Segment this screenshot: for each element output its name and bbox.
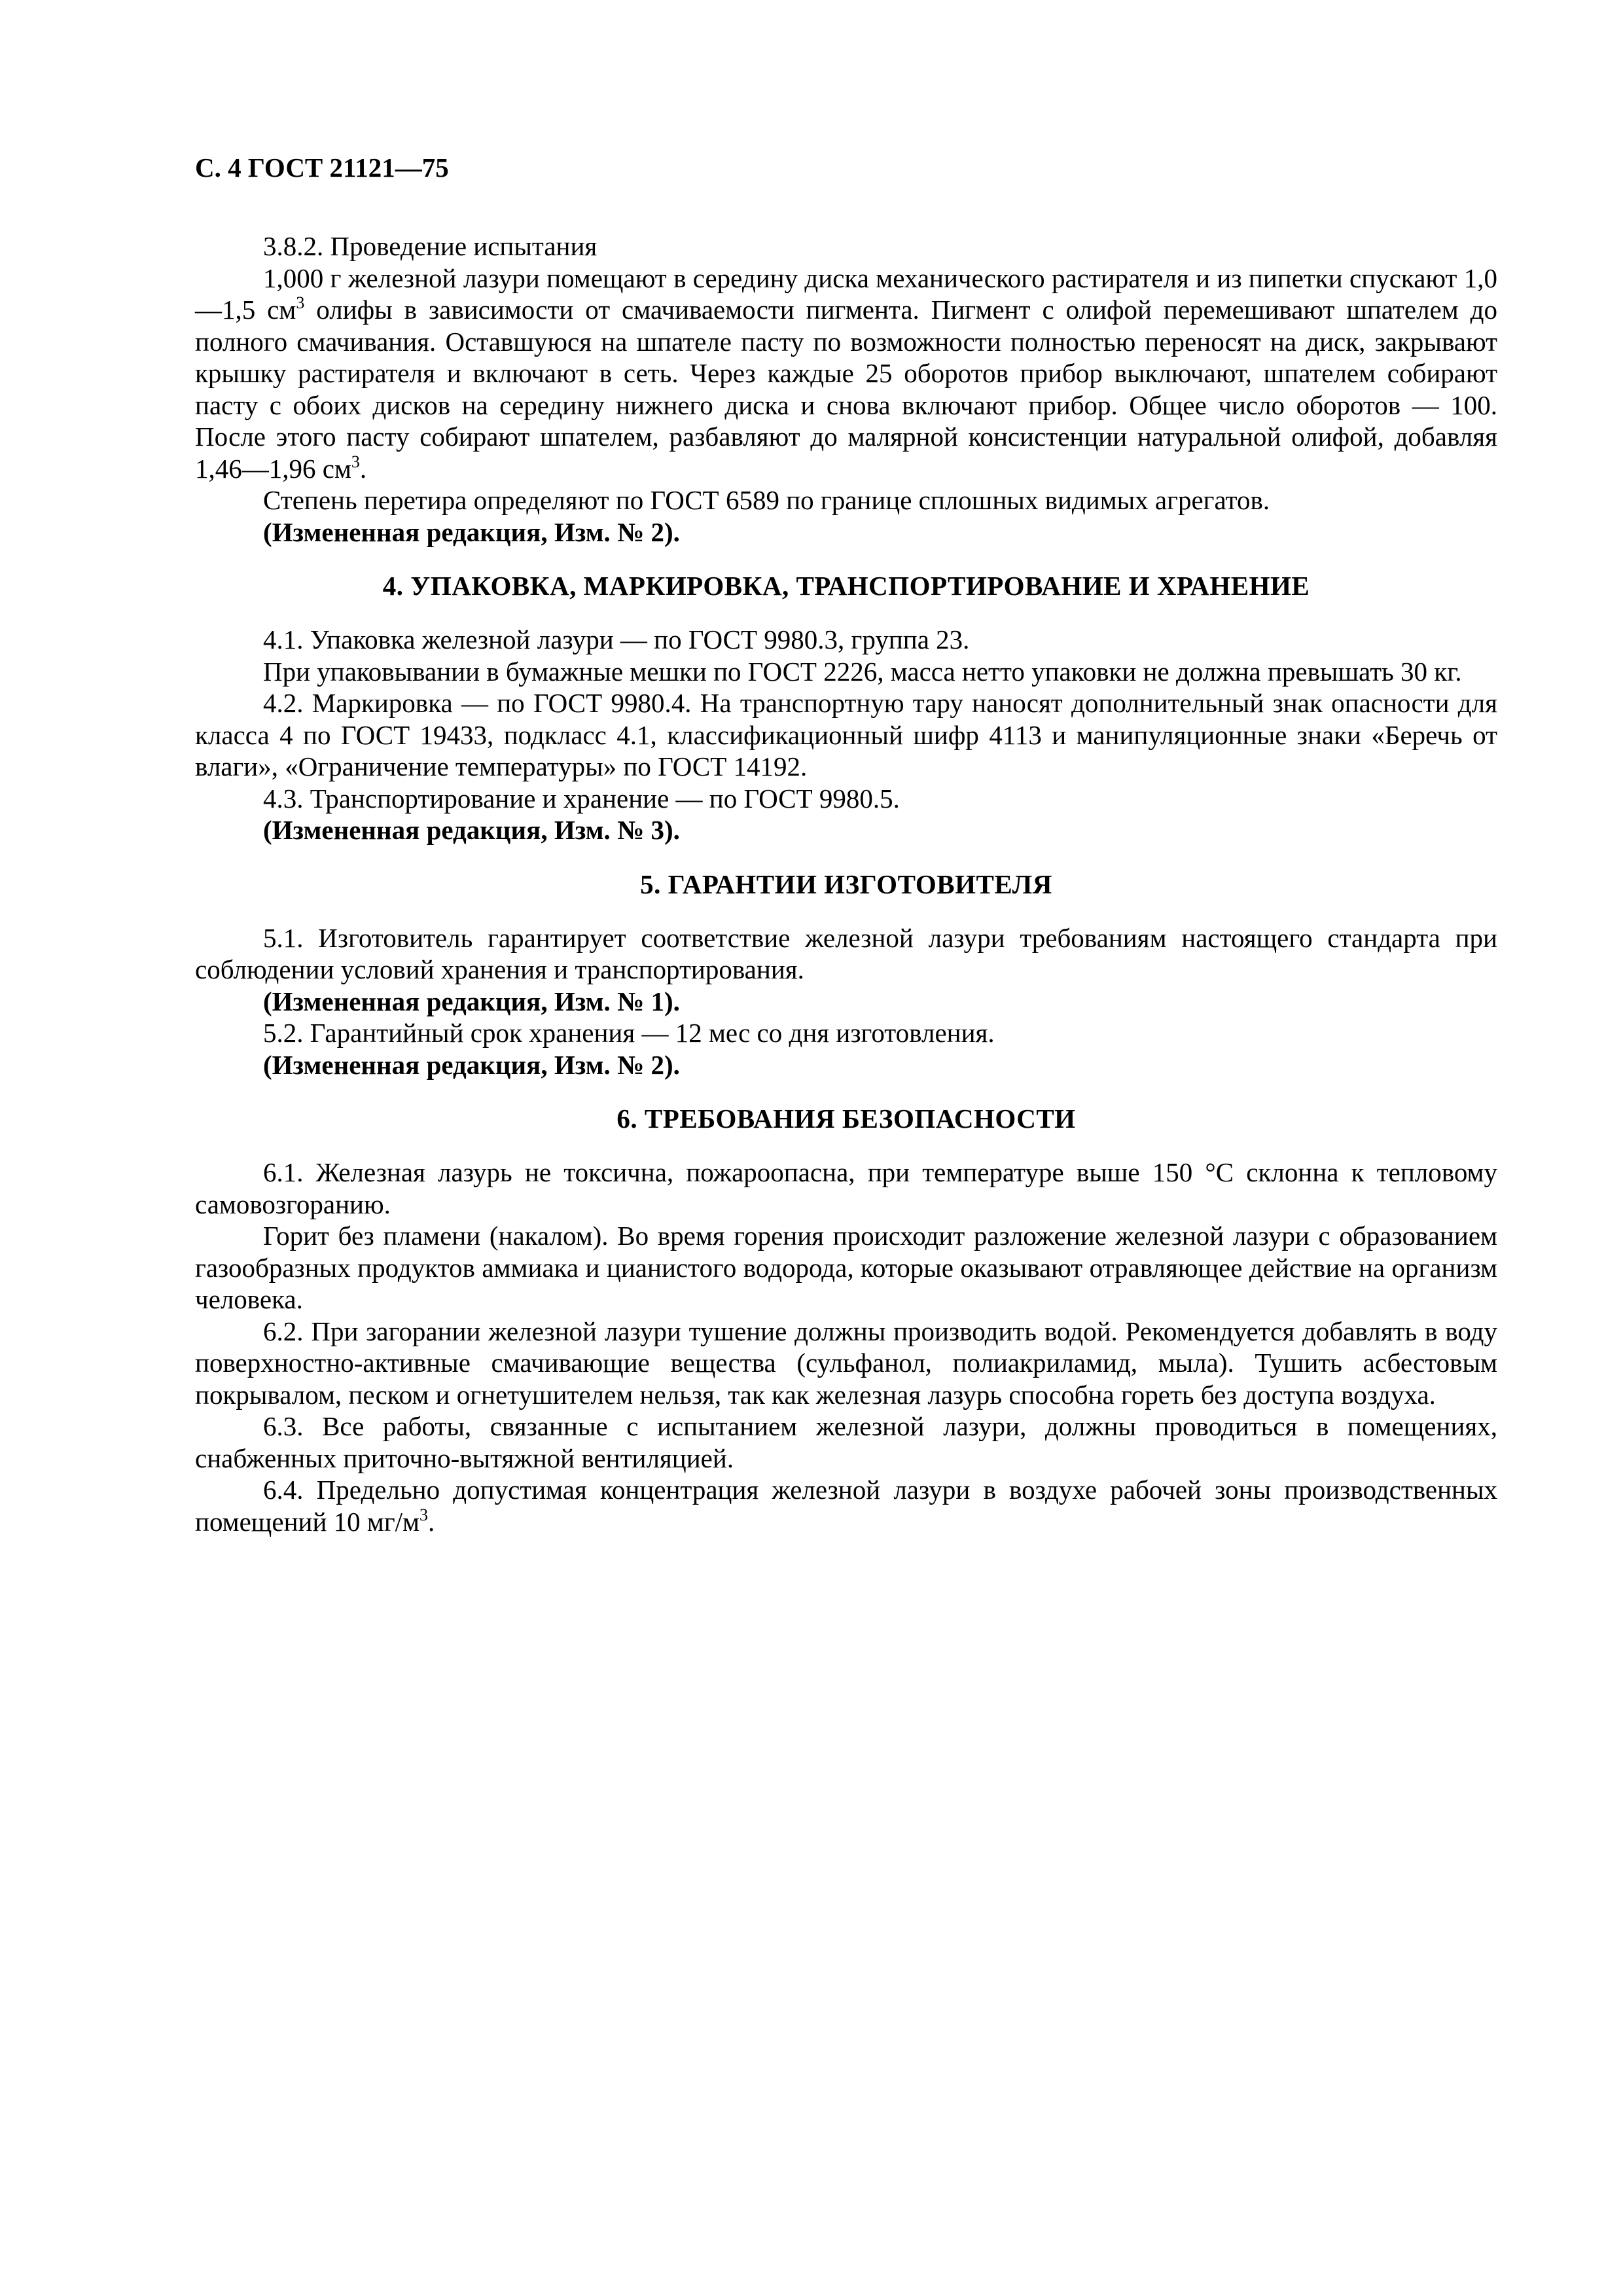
amendment-note: (Измененная редакция, Изм. № 1). bbox=[263, 986, 680, 1016]
clause-6-4-text-b: . bbox=[428, 1506, 435, 1537]
section-5-heading: 5. ГАРАНТИИ ИЗГОТОВИТЕЛЯ bbox=[640, 869, 1052, 899]
clause-6-1: 6.1. Железная лазурь не токсична, пожароопасна, при температуре выше 150 °С склонна к тепловому самовозгоранию. bbox=[195, 1157, 1497, 1219]
clause-5-2: 5.2. Гарантийный срок хранения — 12 мес со дня изготовления. bbox=[263, 1018, 995, 1048]
superscript: 3 bbox=[419, 1505, 428, 1524]
amendment-note: (Измененная редакция, Изм. № 3). bbox=[263, 815, 680, 845]
clause-4-1: 4.1. Упаковка железной лазури — по ГОСТ 9980.3, группа 23. bbox=[263, 624, 970, 655]
clause-6-1-burning: Горит без пламени (накалом). Во время горения происходит разложение железной лазури с образованием газообразных продуктов аммиака и цианистого водорода, которые оказывают отравляющее действие на организм человека. bbox=[195, 1221, 1497, 1314]
section-6-heading: 6. ТРЕБОВАНИЯ БЕЗОПАСНОСТИ bbox=[616, 1103, 1076, 1134]
superscript: 3 bbox=[296, 293, 305, 312]
clause-3-8-2-procedure bbox=[195, 262, 1497, 485]
clause-6-3: 6.3. Все работы, связанные с испытанием железной лазури, должны проводиться в помещениях, снабженных приточно-вытяжной вентиляцией. bbox=[195, 1411, 1497, 1473]
clause-6-2: 6.2. При загорании железной лазури тушение должны производить водой. Рекомендуется добавлять в воду поверхностно-активные смачивающие вещества (сульфанол, полиакриламид, мыла). Тушить асбестовым покрывалом, песком и огнетушителем нельзя, так как железная лазурь способна гореть без доступа воздуха. bbox=[195, 1316, 1497, 1410]
page-header: С. 4 ГОСТ 21121—75 bbox=[195, 152, 449, 183]
clause-6-4-text-a: 6.4. Предельно допустимая концентрация железной лазури в воздухе рабочей зоны производственных помещений 10 мг/м bbox=[195, 1475, 1497, 1537]
clause-4-1-bags: При упаковывании в бумажные мешки по ГОСТ 2226, масса нетто упаковки не должна превышать 30 кг. bbox=[263, 656, 1462, 687]
section-4-heading: 4. УПАКОВКА, МАРКИРОВКА, ТРАНСПОРТИРОВАНИЕ И ХРАНЕНИЕ bbox=[382, 571, 1310, 601]
document-body bbox=[195, 230, 1497, 1537]
procedure-text-a: 1,000 г железной лазури помещают в середину диска механического растирателя и из пипетки спускают 1,0—1,5 см bbox=[195, 262, 1497, 325]
clause-3-8-2-title: 3.8.2. Проведение испытания bbox=[263, 231, 597, 261]
clause-6-4 bbox=[195, 1474, 1497, 1537]
clause-5-1: 5.1. Изготовитель гарантирует соответствие железной лазури требованиям настоящего стандарта при соблюдении условий хранения и транспортирования. bbox=[195, 922, 1497, 984]
amendment-note: (Измененная редакция, Изм. № 2). bbox=[263, 516, 680, 547]
clause-3-8-2-grind: Степень перетира определяют по ГОСТ 6589 по границе сплошных видимых агрегатов. bbox=[263, 485, 1270, 515]
procedure-text-c: . bbox=[359, 453, 367, 484]
amendment-note: (Измененная редакция, Изм. № 2). bbox=[263, 1049, 680, 1080]
clause-4-3: 4.3. Транспортирование и хранение — по ГОСТ 9980.5. bbox=[263, 783, 900, 814]
procedure-text-b: олифы в зависимости от смачиваемости пигмента. Пигмент с олифой перемешивают шпателем до полного смачивания. Оставшуюся на шпателе пасту по возможности полностью переносят на диск, закрывают крышку растирателя и включают в сеть. Через каждые 25 оборотов прибор выключают, шпателем собирают пасту с обоих дисков на середину нижнего диска и снова включают прибор. Общее число оборотов — 100. После этого пасту собирают шпателем, разбавляют до малярной консистенции натуральной олифой, добавляя 1,46—1,96 см bbox=[195, 295, 1497, 484]
superscript: 3 bbox=[351, 452, 360, 471]
clause-4-2: 4.2. Маркировка — по ГОСТ 9980.4. На транспортную тару наносят дополнительный знак опасности для класса 4 по ГОСТ 19433, подкласс 4.1, классификационный шифр 4113 и манипуляционные знаки «Беречь от влаги», «Ограничение температуры» по ГОСТ 14192. bbox=[195, 688, 1497, 781]
